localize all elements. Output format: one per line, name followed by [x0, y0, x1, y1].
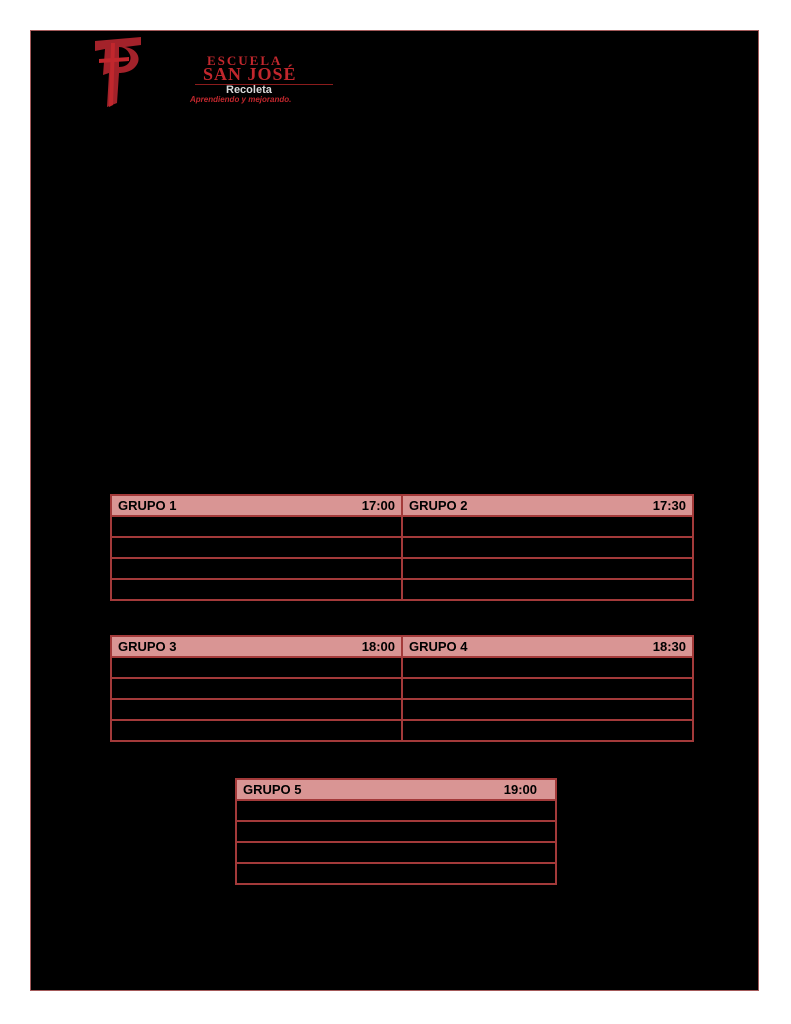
group-header: [402, 495, 693, 516]
table-row: [111, 558, 693, 579]
table-cell[interactable]: [402, 720, 693, 741]
table-cell[interactable]: [236, 821, 556, 842]
table-header-row: [111, 495, 693, 516]
school-logo-emblem: [89, 31, 149, 111]
group-time: 18:30: [652, 639, 686, 654]
logo-location-text: Recoleta: [226, 84, 272, 96]
group-header: [402, 636, 693, 657]
schedule-table-2: [110, 635, 694, 742]
table-cell[interactable]: [111, 537, 402, 558]
table-cell[interactable]: [111, 720, 402, 741]
table-cell[interactable]: [236, 863, 556, 884]
school-logo: [89, 31, 297, 111]
logo-escuela-text: ESCUELA: [207, 53, 283, 68]
group-header: [111, 636, 402, 657]
table-cell[interactable]: [402, 657, 693, 678]
group-name: GRUPO 2: [409, 498, 468, 513]
schedule-table-1: [110, 494, 694, 601]
group-name: GRUPO 5: [243, 782, 302, 797]
group-header: [111, 495, 402, 516]
table-header-row: [236, 779, 556, 800]
group-time: 17:00: [361, 498, 395, 513]
table-row: [236, 800, 556, 821]
table-cell[interactable]: [402, 678, 693, 699]
schedule-table-3: [235, 778, 557, 885]
table-cell[interactable]: [236, 842, 556, 863]
table-row: [236, 821, 556, 842]
group-time: 19:00: [503, 782, 537, 797]
table-cell[interactable]: [111, 678, 402, 699]
table-row: [111, 579, 693, 600]
table-cell[interactable]: [111, 699, 402, 720]
table-row: [111, 699, 693, 720]
group-name: GRUPO 1: [118, 498, 177, 513]
group-time: 18:00: [361, 639, 395, 654]
table-cell[interactable]: [111, 516, 402, 537]
logo-school-name: SAN JOSÉ: [203, 64, 297, 84]
table-cell[interactable]: [402, 558, 693, 579]
table-cell[interactable]: [111, 657, 402, 678]
table-header-row: [111, 636, 693, 657]
table-row: [111, 720, 693, 741]
table-cell[interactable]: [236, 800, 556, 821]
table-cell[interactable]: [402, 699, 693, 720]
table-cell[interactable]: [402, 537, 693, 558]
group-name: GRUPO 3: [118, 639, 177, 654]
group-time: 17:30: [652, 498, 686, 513]
table-row: [111, 537, 693, 558]
table-cell[interactable]: [402, 516, 693, 537]
table-row: [111, 657, 693, 678]
table-row: [236, 863, 556, 884]
table-row: [236, 842, 556, 863]
logo-tagline: Aprendiendo y mejorando.: [190, 95, 292, 104]
table-cell[interactable]: [111, 579, 402, 600]
group-header: [236, 779, 556, 800]
table-row: [111, 516, 693, 537]
table-row: [111, 678, 693, 699]
table-cell[interactable]: [111, 558, 402, 579]
group-name: GRUPO 4: [409, 639, 468, 654]
table-cell[interactable]: [402, 579, 693, 600]
